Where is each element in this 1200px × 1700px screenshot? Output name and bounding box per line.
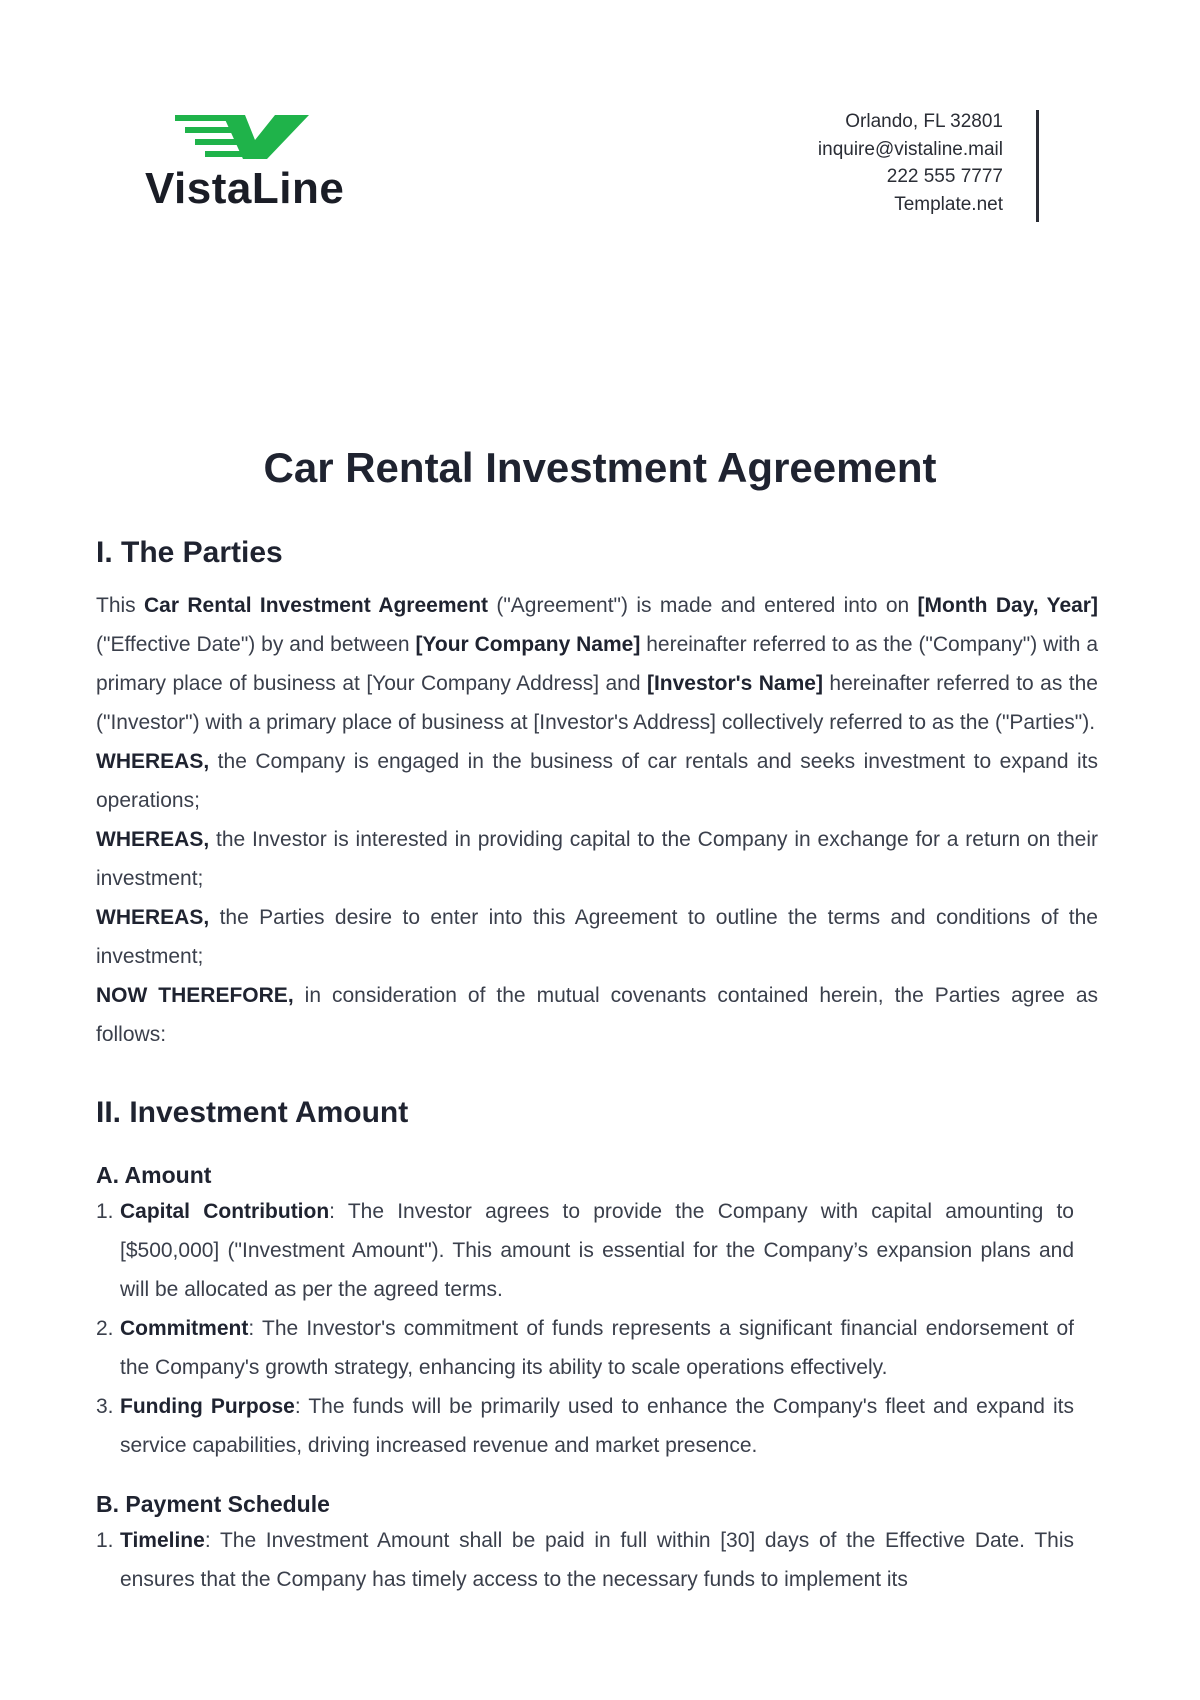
company-phone: 222 555 7777: [886, 166, 1003, 187]
company-address: Orlando, FL 32801: [845, 111, 1003, 132]
subsection-heading-amount: A. Amount: [96, 1162, 212, 1188]
whereas-clause: WHEREAS, the Company is engaged in the business of car rentals and seeks investment to expand its operations;: [96, 750, 1098, 812]
section-heading-investment-amount: II. Investment Amount: [96, 1096, 409, 1129]
list-item: 1. Capital Contribution: The Investor agrees to provide the Company with capital amounting to [$500,000] ("Investment Amount"). This amount is essential for the Company’s expansion plans and will be allocated as per the agreed terms.: [96, 1200, 1074, 1301]
company-logo: [145, 112, 370, 214]
now-therefore-clause: NOW THEREFORE, in consideration of the mutual covenants contained herein, the Parties agree as follows:: [96, 984, 1098, 1046]
company-name: VistaLine: [145, 164, 345, 213]
vistaline-logo-icon: [175, 112, 310, 162]
subsection-heading-payment-schedule: B. Payment Schedule: [96, 1491, 330, 1517]
list-item: 2. Commitment: The Investor's commitment of funds represents a significant financial endorsement of the Company's growth strategy, enhancing its ability to scale operations effectively.: [96, 1317, 1074, 1379]
whereas-clause: WHEREAS, the Parties desire to enter into this Agreement to outline the terms and conditions of the investment;: [96, 906, 1098, 968]
amount-list: [96, 1192, 1098, 1465]
document-title: Car Rental Investment Agreement: [263, 444, 937, 491]
contact-info: [818, 108, 1003, 218]
section-heading-parties: I. The Parties: [96, 536, 283, 569]
whereas-clause: WHEREAS, the Investor is interested in providing capital to the Company in exchange for a return on their investment;: [96, 828, 1098, 890]
contact-divider: [1036, 110, 1039, 222]
list-item: 3. Funding Purpose: The funds will be primarily used to enhance the Company's fleet and expand its service capabilities, driving increased revenue and market presence.: [96, 1395, 1074, 1457]
document-body: [96, 532, 1098, 1599]
parties-intro-paragraph: This Car Rental Investment Agreement ("Agreement") is made and entered into on [Month Day, Year] ("Effective Date") by and between [Your Company Name] hereinafter referred to as the ("Company") with a primary place of business at [Your Company Address] and [Investor's Name] hereinafter referred to as the ("Investor") with a primary place of business at [Investor's Address] collectively referred to as the ("Parties").: [96, 594, 1098, 734]
list-item: 1. Timeline: The Investment Amount shall be paid in full within [30] days of the Effective Date. This ensures that the Company has timely access to the necessary funds to implement its: [96, 1529, 1074, 1591]
company-website: Template.net: [894, 193, 1003, 215]
payment-schedule-list: [96, 1521, 1098, 1599]
company-email: inquire@vistaline.mail: [817, 138, 1003, 160]
